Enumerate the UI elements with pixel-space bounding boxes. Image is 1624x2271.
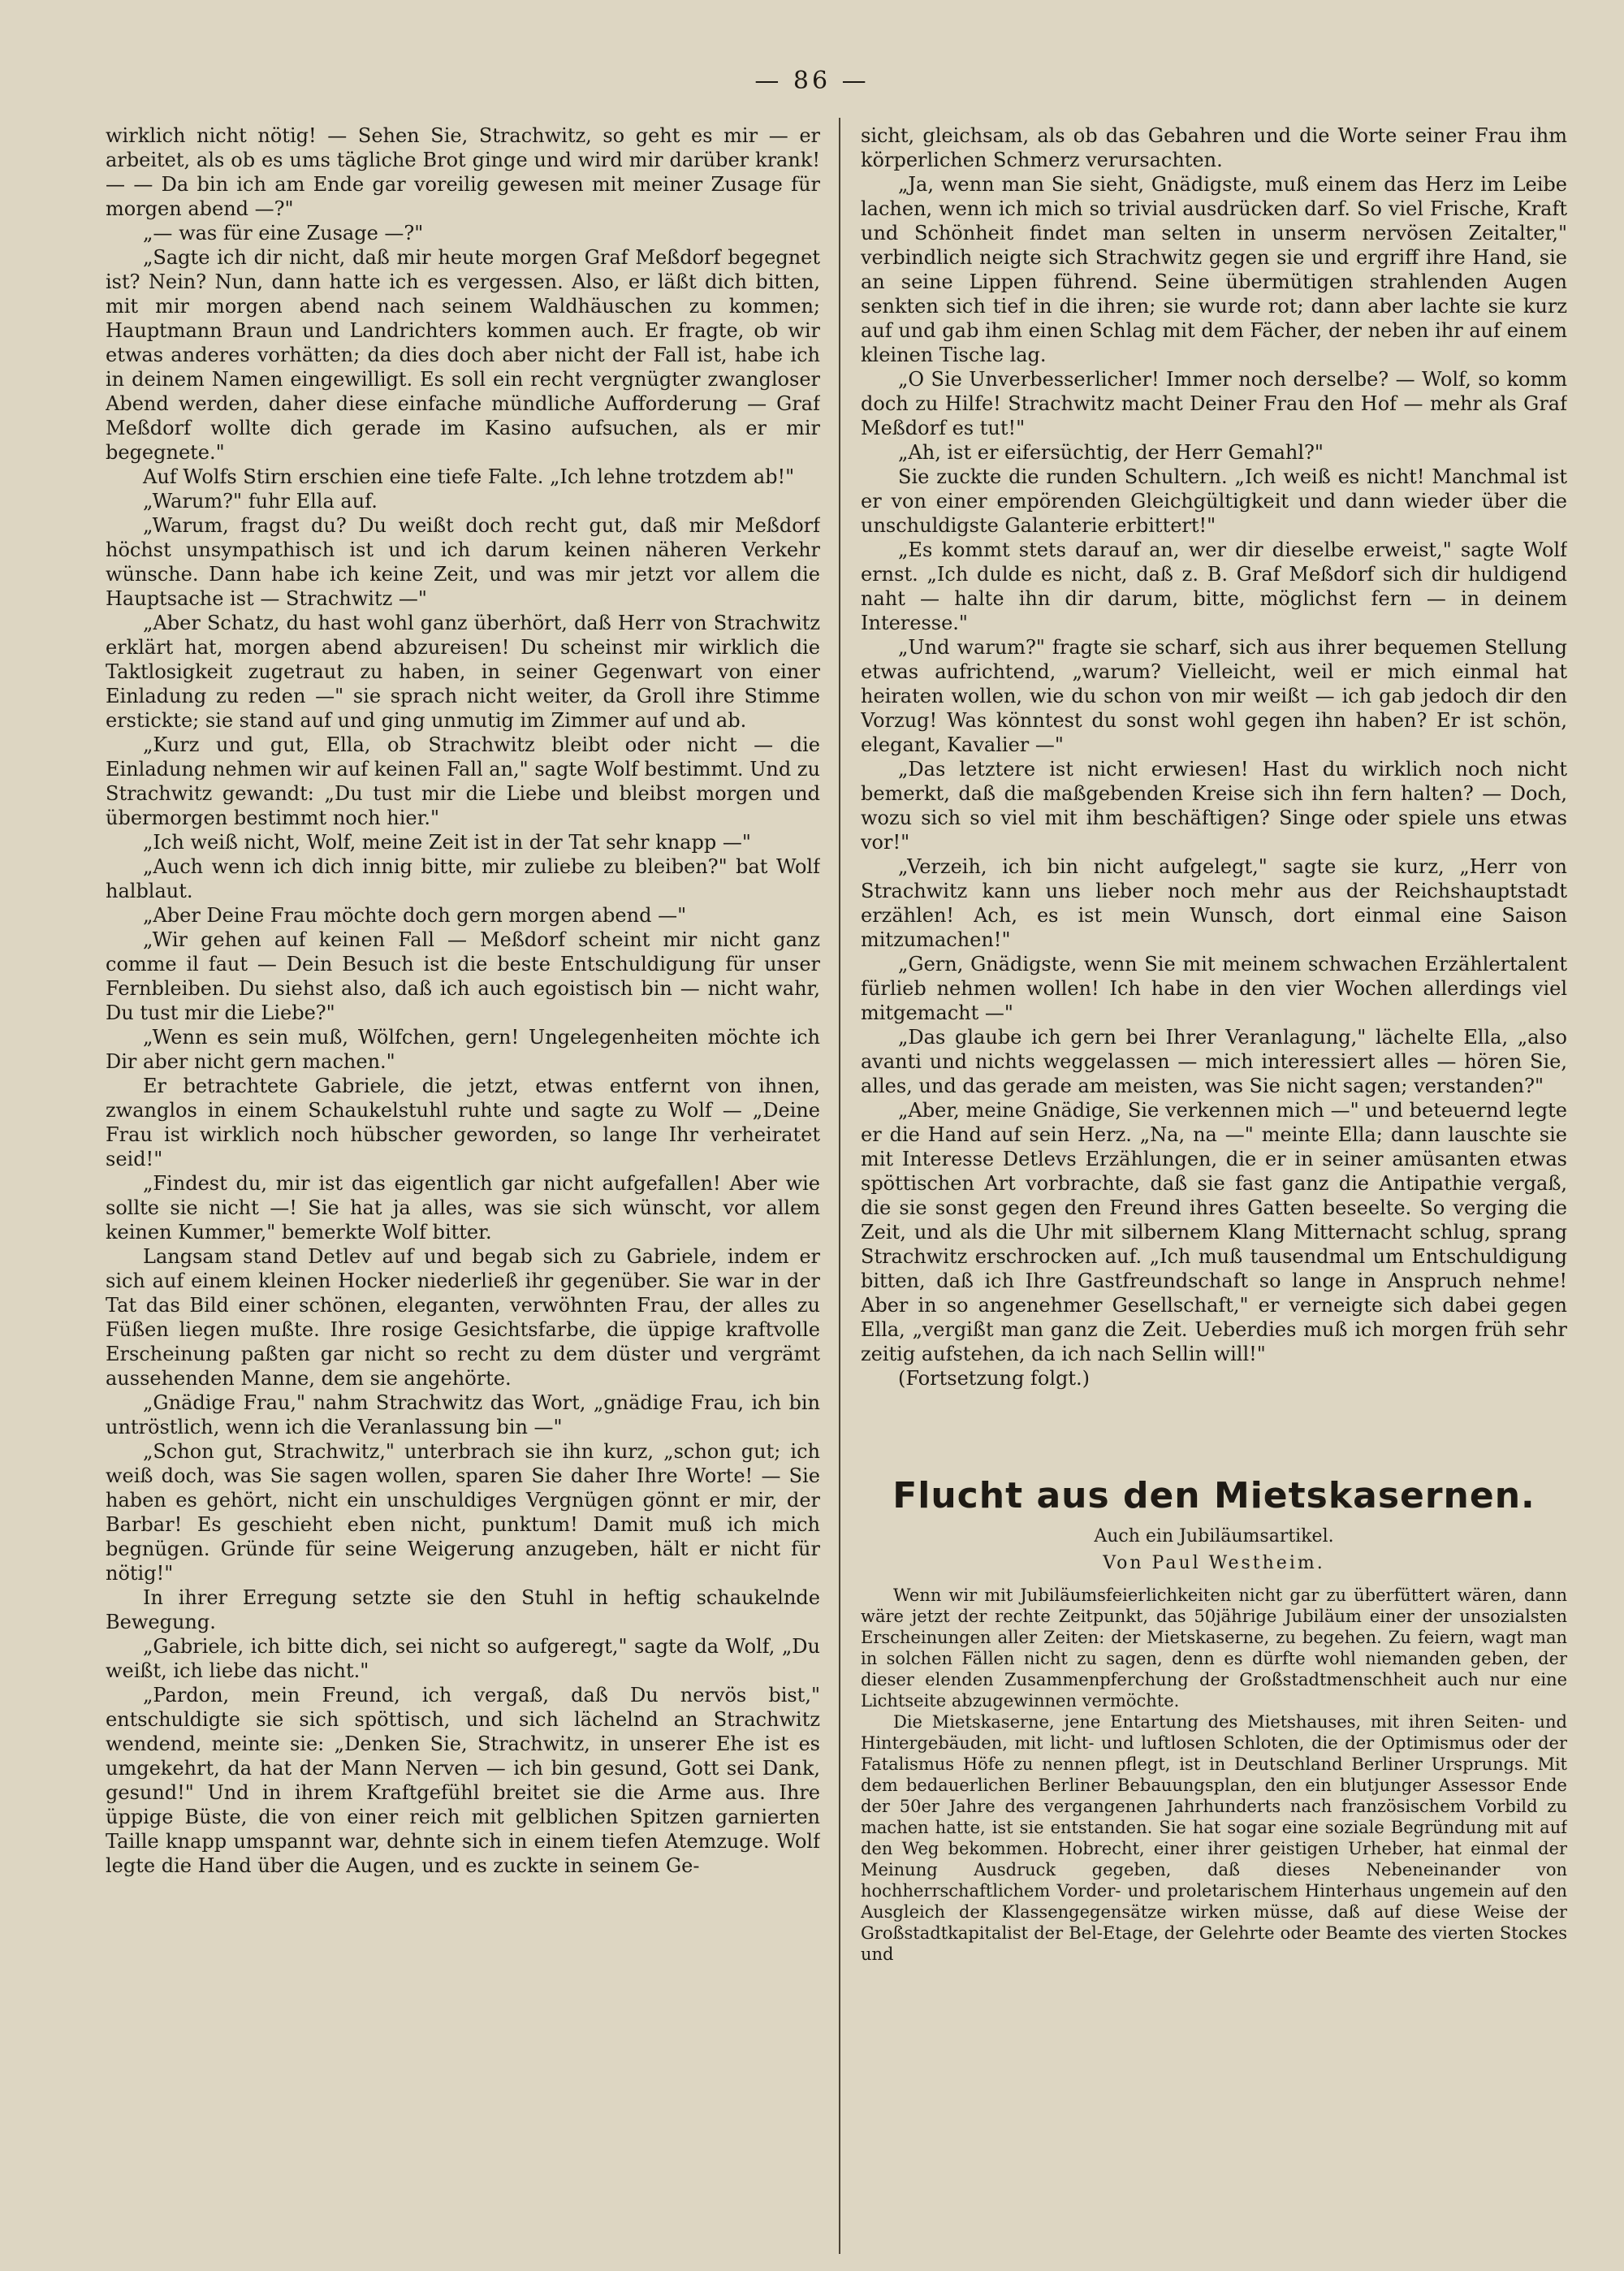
article-body [861,1585,1567,1965]
article-subtitle: Auch ein Jubiläumsartikel. [1094,1526,1334,1546]
paragraph: In ihrer Erregung setzte sie den Stuhl in heftig schaukelnde Bewegung. [106,1586,820,1633]
paragraph: „Und warum?" fragte sie scharf, sich aus ihrer bequemen Stellung etwas aufrichtend, „warum? Vielleicht, weil er mich einmal hat heiraten wollen, wie du schon von mir weißt — ich gab jedoch dir den Vorzug! Was könntest du sonst wohl gegen ihn haben? Er ist schön, elegant, Kavalier —" [861,636,1567,756]
article-paragraph: Wenn wir mit Jubiläumsfeierlichkeiten nicht gar zu überfüttert wären, dann wäre jetzt der rechte Zeitpunkt, das 50jährige Jubiläum einer der unsozialsten Erscheinungen aller Zeiten: der Mietskaserne, zu begehen. Zu feiern, wagt man in solchen Fällen nicht zu sagen, denn es dürfte wohl niemanden geben, der dieser elenden Zusammenpferchung der Großstadtmenschheit auch nur eine Lichtseite abzugewinnen vermöchte. [861,1585,1567,1711]
page-number: — 86 — [754,67,870,95]
paragraph: „Es kommt stets darauf an, wer dir dieselbe erweist," sagte Wolf ernst. „Ich dulde es nicht, daß z. B. Graf Meßdorf sich dir huldigend naht — halte ihn dir darum, bitte, möglichst fern — in deinem Interesse." [861,539,1567,634]
article-author: Von Paul Westheim. [1103,1553,1325,1573]
paragraph: „Ich weiß nicht, Wolf, meine Zeit ist in der Tat sehr knapp —" [143,831,751,854]
paragraph: „Das glaube ich gern bei Ihrer Veranlagung," lächelte Ella, „also avanti und nichts weggelassen — mich interessiert alles — hören Sie, alles, und das gerade am meisten, was Sie nicht sagen; verstanden?" [861,1026,1567,1097]
paragraph: „Pardon, mein Freund, ich vergaß, daß Du nervös bist," entschuldigte sie sich spöttisch, und sich lächelnd an Strachwitz wendend, meinte sie: „Denken Sie, Strachwitz, in unserer Ehe ist es umgekehrt, da hat der Mann Nerven — ich bin gesund, Gott sei Dank, gesund!" Und in ihrem Kraftgefühl breitet sie die Arme aus. Ihre üppige Büste, die von einer reich mit gelblichen Spitzen garnierten Taille knapp umspannt war, dehnte sich in einem tiefen Atemzuge. Wolf legte die Hand über die Augen, und es zuckte in seinem Ge- [106,1684,820,1877]
paragraph: Auf Wolfs Stirn erschien eine tiefe Falte. „Ich lehne trotzdem ab!" [143,465,795,488]
paragraph: „Wenn es sein muß, Wölfchen, gern! Ungelegenheiten möchte ich Dir aber nicht gern machen." [106,1026,820,1073]
paragraph: „Gern, Gnädigste, wenn Sie mit meinem schwachen Erzählertalent fürlieb nehmen wollen! Ich habe in den vier Wochen allerdings viel mitgemacht —" [861,953,1567,1024]
paragraph: „Warum, fragst du? Du weißt doch recht gut, daß mir Meßdorf höchst unsympathisch ist und ich darum keinen näheren Verkehr wünsche. Dann habe ich keine Zeit, und was mir jetzt vor allem die Hauptsache ist — Strachwitz —" [106,514,820,610]
left-column [106,123,820,2243]
paragraph: „— was für eine Zusage —?" [143,222,424,244]
paragraph: „Aber, meine Gnädige, Sie verkennen mich —" und beteuernd legte er die Hand auf sein Herz. „Na, na —" meinte Ella; dann lauschte sie mit Interesse Detlevs Erzählungen, die er in seiner amüsanten etwas spöttischen Art vorbrachte, daß sie fast ganz die Antipathie vergaß, die sie sonst gegen den Freund ihres Gatten beseelte. So verging die Zeit, und als die Uhr mit silbernem Klang Mitternacht schlug, sprang Strachwitz erschrocken auf. „Ich muß tausendmal um Entschuldigung bitten, daß ich Ihre Gastfreundschaft so lange in Anspruch nehme! Aber in so angenehmer Gesellschaft," er verneigte sich dabei gegen Ella, „vergißt man ganz die Zeit. Ueberdies muß ich morgen früh sehr zeitig aufstehen, da ich nach Sellin will!" [861,1099,1567,1365]
paragraph: Er betrachtete Gabriele, die jetzt, etwas entfernt von ihnen, zwanglos in einem Schaukelstuhl ruhte und sagte zu Wolf — „Deine Frau ist wirklich noch hübscher geworden, so lange Ihr verheiratet seid!" [106,1075,820,1170]
paragraph: „Wir gehen auf keinen Fall — Meßdorf scheint mir nicht ganz comme il faut — Dein Besuch ist die beste Entschuldigung für unser Fernbleiben. Du siehst also, daß ich auch egoistisch bin — nicht wahr, Du tust mir die Liebe?" [106,928,820,1024]
article-paragraph: Die Mietskaserne, jene Entartung des Mietshauses, mit ihren Seiten- und Hintergebäuden, mit licht- und luftlosen Schloten, die der Optimismus oder der Fatalismus Höfe zu nennen pflegt, ist in Deutschland Berliner Ursprungs. Mit dem bedauerlichen Berliner Bebauungsplan, den ein blutjunger Assessor Ende der 50er Jahre des vergangenen Jahrhunderts nach französischem Vorbild zu machen hatte, ist sie entstanden. Sie hat sogar eine soziale Begründung mit auf den Weg bekommen. Hobrecht, einer ihrer geistigen Urheber, hat einmal der Meinung Ausdruck gegeben, daß dieses Nebeneinander von hochherrschaftlichem Vorder- und proletarischem Hinterhaus ungemein auf den Ausgleich der Klassengegensätze wirken müsse, daß auf diese Weise der Großstadtkapitalist der Bel-Etage, der Gelehrte oder Beamte des vierten Stockes und [861,1712,1567,1964]
paragraph: Sie zuckte die runden Schultern. „Ich weiß es nicht! Manchmal ist er von einer empörenden Gleichgültigkeit und dann wieder über die unschuldigste Galanterie erbittert!" [861,465,1567,537]
paragraph: „Auch wenn ich dich innig bitte, mir zuliebe zu bleiben?" bat Wolf halblaut. [106,855,820,902]
paragraph: „Ah, ist er eifersüchtig, der Herr Gemahl?" [898,441,1324,464]
paragraph: „Das letztere ist nicht erwiesen! Hast du wirklich noch nicht bemerkt, daß die maßgebenden Kreise sich ihn fern halten? — Doch, wozu sich so viel mit ihm beschäftigen? Singe oder spiele uns etwas vor!" [861,758,1567,854]
paragraph: „Schon gut, Strachwitz," unterbrach sie ihn kurz, „schon gut; ich weiß doch, was Sie sagen wollen, sparen Sie daher Ihre Worte! — Sie haben es gehört, nicht ein unschuldiges Vergnügen gönnt er mir, der Barbar! Es geschieht eben nicht, punktum! Damit muß ich mich begnügen. Gründe für seine Weigerung anzugeben, hält er nicht für nötig!" [106,1440,820,1585]
right-column [861,123,1567,2243]
paragraph: „Ja, wenn man Sie sieht, Gnädigste, muß einem das Herz im Leibe lachen, wenn ich mich so trivial ausdrücken darf. So viel Frische, Kraft und Schönheit findet man selten in unserm nervösen Zeitalter," verbindlich neigte sich Strachwitz gegen sie und ergriff ihre Hand, sie an seine Lippen führend. Seine übermütigen strahlenden Augen senkten sich tief in die ihren; sie wurde rot; dann aber lachte sie kurz auf und gab ihm einen Schlag mit dem Fächer, der neben ihr auf einem kleinen Tische lag. [861,173,1567,366]
paragraph: „Gnädige Frau," nahm Strachwitz das Wort, „gnädige Frau, ich bin untröstlich, wenn ich die Veranlassung bin —" [106,1391,820,1438]
paragraph: „O Sie Unverbesserlicher! Immer noch derselbe? — Wolf, so komm doch zu Hilfe! Strachwitz macht Deiner Frau den Hof — mehr als Graf Meßdorf es tut!" [861,368,1567,439]
paragraph: sicht, gleichsam, als ob das Gebahren und die Worte seiner Frau ihm körperlichen Schmerz verursachten. [861,124,1567,171]
paragraph: „Findest du, mir ist das eigentlich gar nicht aufgefallen! Aber wie sollte sie nicht —! Sie hat ja alles, was sie sich wünscht, vor allem keinen Kummer," bemerkte Wolf bitter. [106,1172,820,1244]
paragraph: Langsam stand Detlev auf und begab sich zu Gabriele, indem er sich auf einem kleinen Hocker niederließ ihr gegenüber. Sie war in der Tat das Bild einer schönen, eleganten, verwöhnten Frau, der alles zu Füßen liegen mußte. Ihre rosige Gesichtsfarbe, die üppige kraftvolle Erscheinung paßten gar nicht so recht zu dem düster und vergrämt aussehenden Manne, dem sie angehörte. [106,1245,820,1390]
article-title: Flucht aus den Mietskasernen. [892,1475,1535,1516]
column-divider [839,118,840,2254]
paragraph: „Verzeih, ich bin nicht aufgelegt," sagte sie kurz, „Herr von Strachwitz kann uns lieber noch mehr aus der Reichshauptstadt erzählen! Ach, es ist mein Wunsch, dort einmal eine Saison mitzumachen!" [861,855,1567,951]
paragraph: wirklich nicht nötig! — Sehen Sie, Strachwitz, so geht es mir — er arbeitet, als ob es ums tägliche Brot ginge und wird mir darüber krank! — — Da bin ich am Ende gar voreilig gewesen mit meiner Zusage für morgen abend —?" [106,124,820,220]
paragraph: „Kurz und gut, Ella, ob Strachwitz bleibt oder nicht — die Einladung nehmen wir auf keinen Fall an," sagte Wolf bestimmt. Und zu Strachwitz gewandt: „Du tust mir die Liebe und bleibst morgen und übermorgen bestimmt noch hier." [106,733,820,829]
paragraph: „Sagte ich dir nicht, daß mir heute morgen Graf Meßdorf begegnet ist? Nein? Nun, dann hatte ich es vergessen. Also, er läßt dich bitten, mit mir morgen abend nach seinem Waldhäuschen zu kommen; Hauptmann Braun und Landrichters kommen auch. Er fragte, ob wir etwas anderes vorhätten; da dies doch aber nicht der Fall ist, habe ich in deinem Namen eingewilligt. Es soll ein recht vergnügter zwangloser Abend werden, daher diese einfache mündliche Aufforderung — Graf Meßdorf wollte dich gerade im Kasino aufsuchen, als er mir begegnete." [106,246,820,464]
paragraph: „Gabriele, ich bitte dich, sei nicht so aufgeregt," sagte da Wolf, „Du weißt, ich liebe das nicht." [106,1635,820,1682]
paragraph: „Warum?" fuhr Ella auf. [143,490,378,513]
continuation-note: (Fortsetzung folgt.) [898,1367,1090,1390]
paragraph: „Aber Schatz, du hast wohl ganz überhört, daß Herr von Strachwitz erklärt hat, morgen abend abzureisen! Du scheinst mir wirklich die Taktlosigkeit zugetraut zu haben, in seiner Gegenwart von einer Einladung zu reden —" sie sprach nicht weiter, da Groll ihre Stimme erstickte; sie stand auf und ging unmutig im Zimmer auf und ab. [106,612,820,732]
paragraph: „Aber Deine Frau möchte doch gern morgen abend —" [143,904,687,927]
